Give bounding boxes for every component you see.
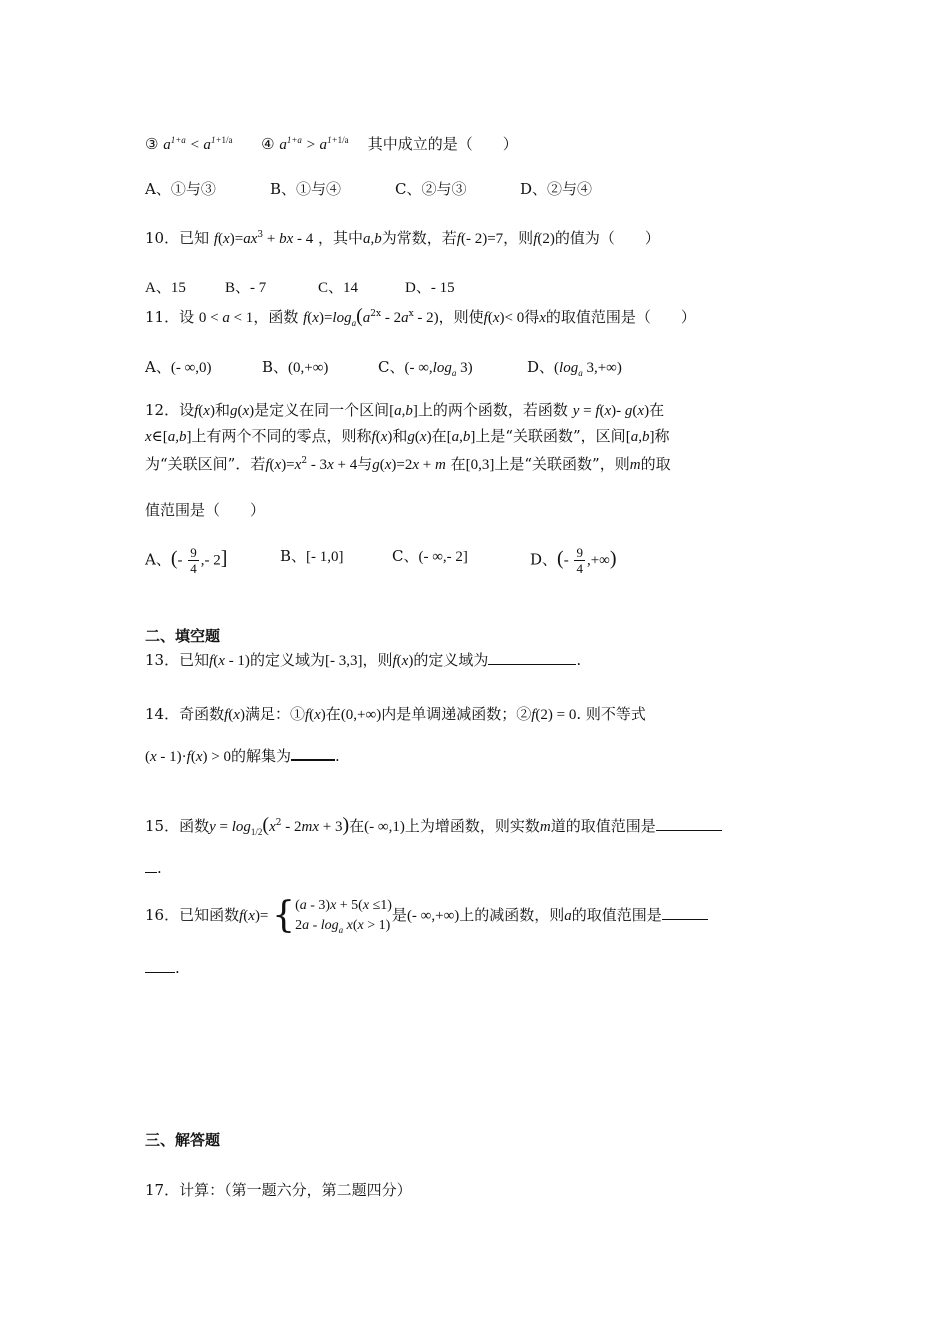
q10-middle: ，其中 [318,229,364,247]
q15-answer-blank[interactable] [656,816,722,831]
q9-expr3: $a^{1+a} < a^{1+1/a}$ [163,135,233,153]
q10-option-a: A、15 [145,280,186,296]
q9-option-d: D、②与④ [520,180,593,198]
q9-expr4: $a^{1+a} > a^{1+1/a}$ [279,135,349,153]
q10-option-b: B、- 7 [225,280,267,296]
q9-option-c: C、②与③ [395,180,467,198]
q16-line: 16．已知函数f(x)= { (a - 3)x + 5(x ≤1) $2a - \log_a x(x > 1)$ 是(- ∞,+∞)上的减函数，则a的取值范围是 [145,896,708,936]
q11-range: 的取值范围是（ ） [545,308,696,326]
q12-option-a: A、(- $\frac{9}{4}$ ,- 2] [145,545,228,576]
q10-option-d: D、- 15 [405,280,455,296]
q12-option-c: C、(- ∞,- 2] [392,547,468,565]
q11-func: ，函数 [253,308,299,326]
q15-answer-blank-cont[interactable] [145,858,157,873]
q11-prefix: 11．设 [145,308,195,326]
q17-line: 17．计算：（第一题六分，第二题四分） [145,1181,412,1199]
q16-answer-blank[interactable] [662,905,708,920]
section-fill-in-title: 二、填空题 [145,627,221,645]
q13-line: 13．已知f(x - 1)的定义域为[- 3,3]，则f(x)的定义域为 . [145,651,582,669]
q11-option-c: C、(- $\infty,\log_a$ 3) [378,358,473,378]
section-answer-title: 三、解答题 [145,1131,221,1149]
q10-then: ，则 [503,229,534,247]
q14-line1: 14．奇函数f(x)满足：①f(x)在(0,+∞)内是单调递减函数；②f(2) = 0. 则不等式 [145,705,646,723]
q12-line4: 值范围是（ ） [145,501,266,519]
q10-option-c: C、14 [318,280,359,296]
q16-line2: . [145,958,180,978]
q12-line2: x∈[a,b]上有两个不同的零点，则称f(x)和g(x)在[a,b]上是“关联函数”，区间[a,b]称 [145,427,670,445]
q9-line [145,134,518,155]
q10-func: f [213,231,219,247]
q9-option-b: B、①与④ [270,180,342,198]
q12-line3: 为“关联区间”．若$f(x)=x^2 - 3x + 4$与g(x)=2x + m 在[0,3]上是“关联函数”，则m的取 [145,455,671,473]
q11-option-a: A、(- ∞,0) [145,358,212,376]
q10-value-of: 的值为（ ） [554,229,660,247]
q11-option-b: B、(0,+∞) [262,358,329,376]
q9-option-a: A、①与③ [145,180,216,198]
circle3-label: ③ [145,135,159,153]
q9-tail: 其中成立的是（ ） [367,135,518,153]
q15-line: 15．函数$y = \log_{1/2}(x^2 - 2mx + 3)$在(- ∞,1)上为增函数，则实数m道的取值范围是 [145,815,722,837]
q14-answer-blank[interactable] [291,745,335,761]
q11-option-d: D、($\log_a$ 3,+∞) [527,358,622,378]
q11-gets: 得 [524,308,540,326]
q12-option-d: D、(- $\frac{9}{4}$ ,+∞) [530,545,617,576]
q12-line1: 12．设f(x)和g(x)是定义在同一个区间[a,b]上的两个函数，若函数 y = f(x)- g(x)在 [145,401,665,419]
q15-line2: . [145,858,162,878]
q11-then: ，则使 [438,308,484,326]
q13-answer-blank[interactable] [488,650,576,665]
q11-line: 11．设 0 < a < 1，函数 $f(x)=\log_a(a^{2x} - 2a^x - 2)$，则使f(x)< 0得x的取值范围是（ ） [145,305,696,328]
q16-answer-blank-cont[interactable] [145,958,175,973]
piecewise-cases: (a - 3)x + 5(x ≤1) $2a - \log_a x(x > 1)$ [295,898,392,935]
circle4-label: ④ [261,135,275,153]
piecewise-brace: { [272,895,296,936]
q12-option-b: B、[- 1,0] [280,547,344,565]
q10-const: 为常数，若 [381,229,457,247]
q10-prefix: 10．已知 [145,229,210,247]
q10-line: 10．已知 $f(x)=ax^3$ + bx - 4 ，其中a,b为常数，若f(- 2)=7，则f(2)的值为（ ） [145,229,660,247]
q14-line2: (x - 1)·f(x) > 0的解集为 . [145,747,340,765]
